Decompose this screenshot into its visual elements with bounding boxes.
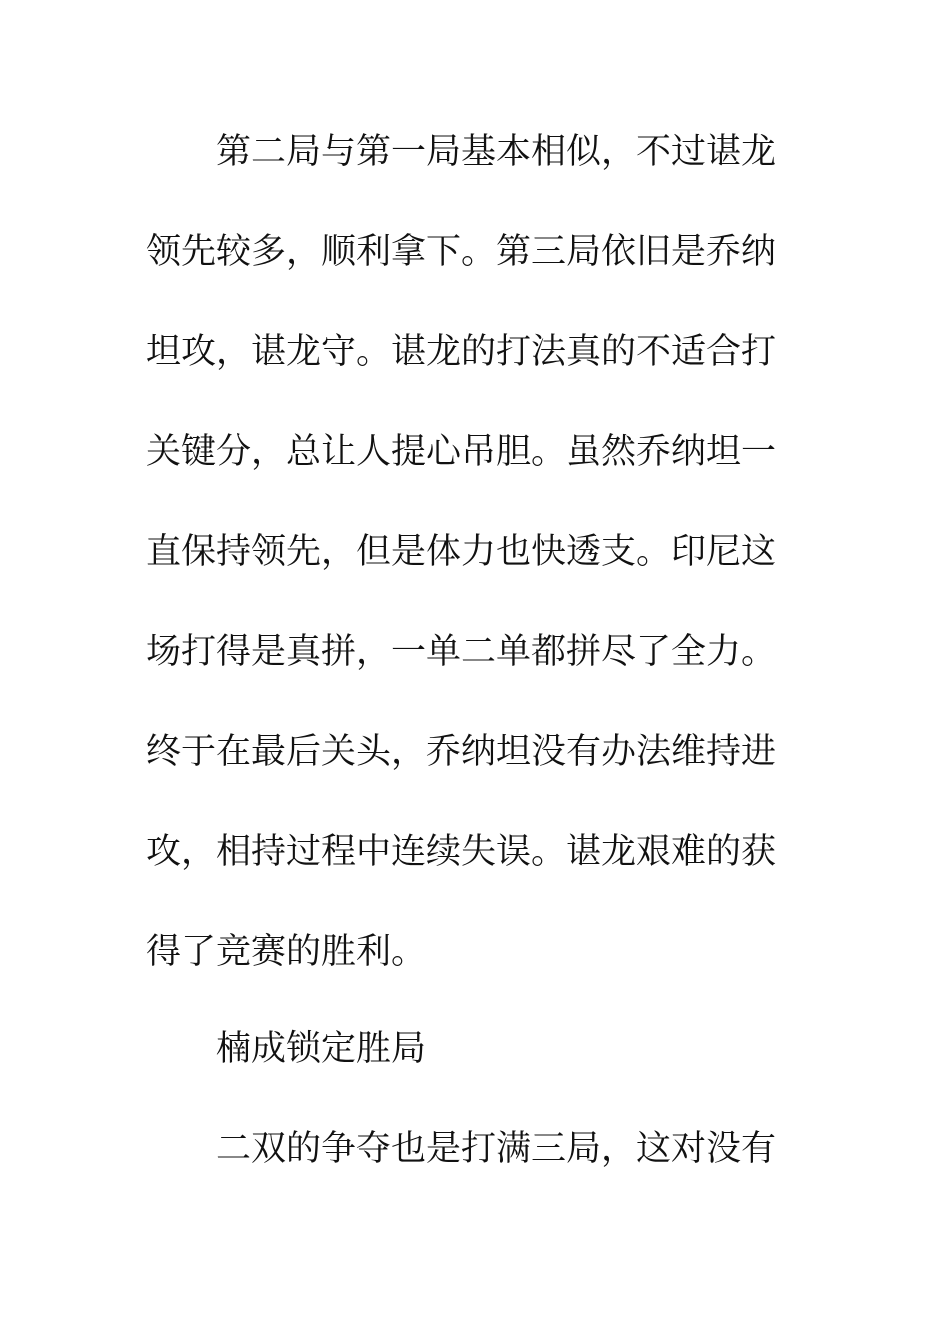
paragraph-1-line-8: 攻，相持过程中连续失误。谌龙艰难的获	[146, 832, 777, 872]
paragraph-2-line-1: 二双的争夺也是打满三局，这对没有	[216, 1129, 777, 1169]
section-heading: 楠成锁定胜局	[216, 1029, 427, 1069]
paragraph-1-line-5: 直保持领先，但是体力也快透支。印尼这	[146, 532, 777, 572]
paragraph-1-line-3: 坦攻，谌龙守。谌龙的打法真的不适合打	[146, 332, 777, 372]
paragraph-1-line-6: 场打得是真拼，一单二单都拼尽了全力。	[146, 632, 777, 672]
paragraph-1-line-1: 第二局与第一局基本相似，不过谌龙	[216, 132, 777, 172]
paragraph-1-line-2: 领先较多，顺利拿下。第三局依旧是乔纳	[146, 232, 777, 272]
paragraph-1-line-7: 终于在最后关头，乔纳坦没有办法维持进	[146, 732, 777, 772]
paragraph-1-line-4: 关键分，总让人提心吊胆。虽然乔纳坦一	[146, 432, 777, 472]
paragraph-1-line-9: 得了竞赛的胜利。	[146, 932, 427, 972]
